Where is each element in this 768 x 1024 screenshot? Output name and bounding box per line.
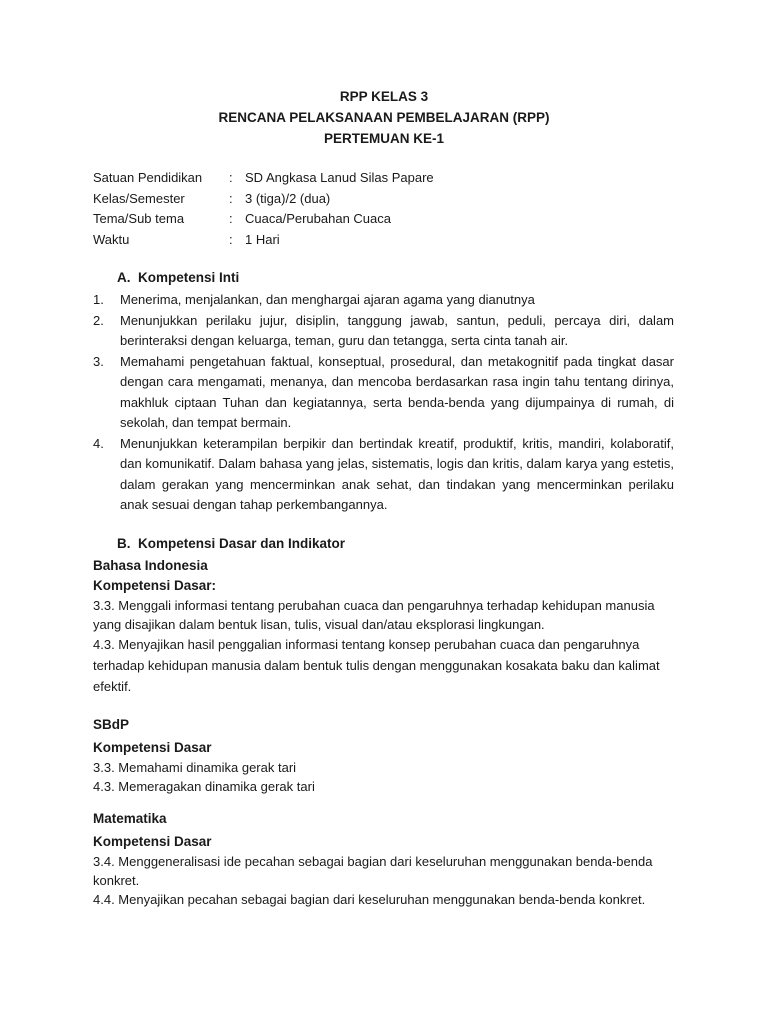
info-separator: : [229, 170, 233, 185]
subject-heading: Bahasa Indonesia [93, 558, 208, 573]
info-row [93, 168, 434, 189]
kompetensi-inti-list [93, 290, 674, 516]
section-a-letter: A. [117, 270, 131, 285]
section-b-heading [117, 536, 345, 551]
doc-title-3: PERTEMUAN KE-1 [323, 131, 444, 146]
list-number: 4. [93, 435, 104, 451]
info-value: 3 (tiga)/2 (dua) [245, 190, 331, 206]
kd-paragraph: 4.3. Memeragakan dinamika gerak tari [93, 779, 315, 794]
identity-table [93, 168, 434, 250]
section-a-title: Kompetensi Inti [138, 270, 240, 285]
kd-paragraph: 3.4. Menggeneralisasi ide pecahan sebagai bagian dari keseluruhan menggunakan benda-benda konkret. [93, 854, 653, 888]
list-text: Menunjukkan perilaku jujur, disiplin, tanggung jawab, santun, peduli, percaya diri, dalam berinteraksi dengan keluarga, teman, guru dan tetangga, serta cinta tanah air. [120, 312, 674, 348]
subject-heading: SBdP [93, 717, 130, 732]
list-text: Menunjukkan keterampilan berpikir dan bertindak kreatif, produktif, kritis, mandiri, kolaboratif, dan komunikatif. Dalam bahasa yang jelas, sistematis, logis dan kritis, dalam karya yang estetis, dalam gerakan yang mencerminkan anak sehat, dan tindakan yang mencerminkan perilaku anak sesuai dengan tahap perkembangannya. [120, 435, 674, 512]
section-a-heading [117, 270, 239, 285]
list-text: Memahami pengetahuan faktual, konseptual, prosedural, dan metakognitif pada tingkat dasar dengan cara mengamati, menanya, dan mencoba berdasarkan rasa ingin tahu tentang dirinya, makhluk ciptaan Tuhan dan kegiatannya, serta benda-benda yang dijumpainya di rumah, di sekolah, dan tempat bermain. [120, 353, 674, 430]
list-item [93, 434, 674, 516]
list-text: Menerima, menjalankan, dan menghargai ajaran agama yang dianutnya [120, 292, 535, 307]
info-label: Kelas/Semester [93, 190, 185, 206]
info-value: 1 Hari [245, 231, 280, 247]
list-item [93, 352, 674, 434]
info-row [93, 209, 434, 230]
info-label: Satuan Pendidikan [93, 170, 203, 185]
list-number: 2. [93, 312, 104, 328]
info-separator: : [229, 190, 233, 206]
info-label: Waktu [93, 231, 130, 247]
list-number: 1. [93, 292, 104, 307]
list-item [93, 290, 674, 311]
subject-heading: Matematika [93, 811, 167, 826]
sbdp-section [93, 715, 674, 796]
info-row [93, 189, 434, 210]
info-value: SD Angkasa Lanud Silas Papare [245, 170, 434, 185]
doc-title-2: RENCANA PELAKSANAAN PEMBELAJARAN (RPP) [218, 110, 550, 125]
info-separator: : [229, 211, 233, 226]
kd-paragraph: 4.3. Menyajikan hasil penggalian informasi tentang konsep perubahan cuaca dan pengaruhnya terhadap kehidupan manusia dalam bentuk tulis dengan menggunakan kosakata baku dan kalimat efektif. [93, 637, 660, 694]
list-number: 3. [93, 353, 104, 369]
info-value: Cuaca/Perubahan Cuaca [245, 211, 391, 226]
kd-label: Kompetensi Dasar [93, 740, 212, 755]
info-separator: : [229, 231, 233, 247]
section-b-letter: B. [117, 536, 131, 551]
kd-paragraph: 4.4. Menyajikan pecahan sebagai bagian dari keseluruhan menggunakan benda-benda konkret. [93, 892, 646, 907]
bahasa-section [93, 556, 674, 697]
doc-title-1: RPP KELAS 3 [339, 89, 429, 104]
kd-label: Kompetensi Dasar [93, 834, 212, 849]
list-item [93, 311, 674, 352]
kd-label: Kompetensi Dasar: [93, 578, 217, 593]
info-row [93, 230, 434, 251]
title-block [0, 86, 768, 149]
kd-paragraph: 3.3. Menggali informasi tentang perubahan cuaca dan pengaruhnya terhadap kehidupan manusia yang disajikan dalam bentuk lisan, tulis, visual dan/atau eksplorasi lingkungan. [93, 598, 655, 632]
section-b-title: Kompetensi Dasar dan Indikator [138, 536, 346, 551]
kd-paragraph: 3.3. Memahami dinamika gerak tari [93, 760, 297, 775]
info-label: Tema/Sub tema [93, 211, 185, 226]
matematika-section [93, 809, 674, 909]
